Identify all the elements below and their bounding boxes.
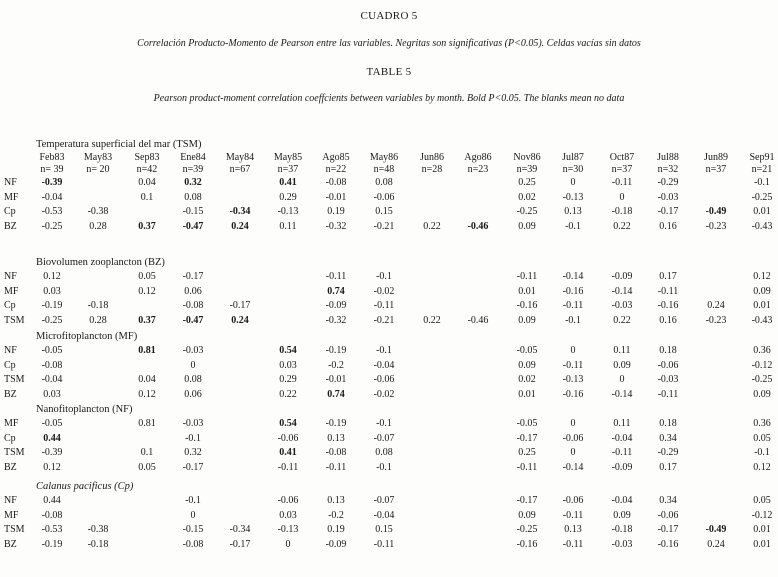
caption-spanish: Correlación Producto-Momento de Pearson entre las variables. Negritas son significativas (P<0.05). Celdas vacías sin datos (137, 38, 641, 49)
correlation-value: -0.38 (87, 524, 109, 536)
sample-size: n=22 (325, 164, 347, 175)
correlation-value: 0.16 (659, 221, 677, 233)
correlation-value: -0.47 (182, 315, 204, 327)
correlation-value: 0.09 (518, 509, 536, 521)
correlation-value: 0.19 (327, 524, 345, 536)
correlation-value: -0.16 (657, 539, 679, 551)
row-label: MF (4, 418, 19, 429)
month-header: May84 (225, 152, 255, 163)
correlation-value: -0.11 (516, 271, 538, 282)
correlation-value: -0.39 (41, 177, 63, 188)
correlation-value: -0.09 (611, 271, 633, 282)
correlation-value: 0.08 (375, 447, 393, 459)
correlation-value: 0.54 (279, 418, 297, 429)
correlation-value: -0.17 (657, 524, 679, 536)
correlation-value: 0.25 (518, 447, 536, 459)
row-label: BZ (4, 221, 17, 233)
correlation-value: 0.22 (423, 221, 441, 233)
row-label: MF (4, 191, 19, 203)
row-label: TSM (4, 447, 25, 459)
correlation-value: 0.11 (613, 418, 631, 429)
correlation-value: 0.12 (43, 462, 61, 474)
correlation-value: -0.1 (376, 418, 392, 429)
correlation-value: 0.29 (279, 374, 297, 386)
correlation-value: 0 (285, 539, 291, 551)
sample-size: n=32 (657, 164, 679, 175)
correlation-value: 0.74 (327, 285, 345, 297)
correlation-value: 0.22 (613, 221, 631, 233)
correlation-value: -0.18 (87, 300, 109, 312)
correlation-value: -0.11 (325, 271, 347, 282)
correlation-value: -0.53 (41, 206, 63, 218)
correlation-value: 0.81 (138, 345, 156, 356)
correlation-value: -0.11 (657, 389, 679, 401)
month-header: Jul87 (562, 152, 584, 163)
correlation-value: -0.11 (325, 462, 347, 474)
sample-size: n=37 (277, 164, 299, 175)
month-header: Oct87 (609, 152, 635, 163)
correlation-value: -0.16 (516, 539, 538, 551)
correlation-value: -0.08 (325, 177, 347, 188)
row-label: Cp (4, 206, 16, 218)
correlation-value: -0.39 (41, 447, 63, 459)
correlation-value: 0.09 (518, 221, 536, 233)
sample-size: n= 20 (86, 164, 110, 175)
correlation-value: -0.18 (611, 524, 633, 536)
correlation-value: 0.13 (564, 524, 582, 536)
correlation-value: -0.01 (325, 374, 347, 386)
month-header: Jun86 (420, 152, 444, 163)
correlation-value: 0.41 (279, 447, 297, 459)
correlation-value: 0.01 (753, 524, 771, 536)
month-header: Nov86 (513, 152, 541, 163)
section-title: Calanus pacificus (Cp) (36, 481, 134, 492)
caption-english: Pearson product-moment correlation coeffcients between variables by month. Bold P<0.05. The blanks mean no data (153, 93, 625, 104)
correlation-value: 0.13 (327, 495, 345, 506)
correlation-value: -0.1 (754, 447, 770, 459)
correlation-value: -0.11 (657, 285, 679, 297)
correlation-value: -0.19 (325, 418, 347, 429)
month-header: Sep83 (134, 152, 160, 163)
correlation-value: -0.1 (185, 495, 201, 506)
correlation-value: -0.32 (325, 221, 347, 233)
correlation-value: -0.47 (182, 221, 204, 233)
correlation-value: 0 (190, 359, 196, 371)
correlation-value: 0.09 (753, 285, 771, 297)
correlation-value: -0.34 (229, 206, 251, 218)
sample-size: n=37 (705, 164, 727, 175)
correlation-value: -0.14 (611, 389, 633, 401)
correlation-value: -0.1 (376, 271, 392, 282)
correlation-value: 0.36 (753, 345, 771, 356)
correlation-value: -0.18 (87, 539, 109, 551)
row-label: Cp (4, 300, 16, 312)
correlation-value: -0.11 (562, 539, 584, 551)
correlation-value: -0.25 (41, 221, 63, 233)
correlation-value: -0.03 (657, 191, 679, 203)
correlation-value: -0.18 (611, 206, 633, 218)
cuadro-title: CUADRO 5 (360, 10, 418, 22)
correlation-value: -0.16 (657, 300, 679, 312)
correlation-value: -0.04 (41, 374, 63, 386)
correlation-value: -0.08 (41, 509, 63, 521)
correlation-value: 0.24 (231, 315, 249, 327)
correlation-value: -0.03 (657, 374, 679, 386)
correlation-value: 0.05 (138, 462, 156, 474)
correlation-value: 0.29 (279, 191, 297, 203)
correlation-value: -0.06 (373, 191, 395, 203)
correlation-value: 0.36 (753, 418, 771, 429)
table-title: TABLE 5 (366, 66, 412, 78)
correlation-value: 0.01 (753, 206, 771, 218)
correlation-value: -0.11 (562, 300, 584, 312)
correlation-value: 0.17 (659, 462, 677, 474)
sample-size: n= 39 (40, 164, 64, 175)
correlation-value: -0.11 (277, 462, 299, 474)
correlation-value: -0.2 (328, 359, 344, 371)
correlation-value: -0.06 (562, 495, 584, 506)
sample-size: n=48 (373, 164, 395, 175)
sample-size: n=30 (562, 164, 584, 175)
correlation-value: -0.07 (373, 495, 395, 506)
month-header: Jun89 (704, 152, 728, 163)
row-label: TSM (4, 524, 25, 536)
correlation-value: -0.06 (277, 432, 299, 444)
correlation-value: 0.04 (138, 177, 156, 188)
correlation-value: -0.14 (562, 271, 584, 282)
correlation-value: 0.41 (279, 177, 297, 188)
month-header: Feb83 (39, 152, 65, 163)
correlation-value: -0.29 (657, 177, 679, 188)
sample-size: n=39 (516, 164, 538, 175)
correlation-value: -0.25 (516, 524, 538, 536)
correlation-value: -0.17 (229, 539, 251, 551)
section-title: Temperatura superficial del mar (TSM) (36, 139, 202, 150)
correlation-value: 0.09 (518, 359, 536, 371)
correlation-value: -0.03 (611, 539, 633, 551)
row-label: NF (4, 271, 17, 282)
correlation-value: -0.1 (565, 315, 581, 327)
correlation-value: 0.12 (753, 271, 771, 282)
correlation-value: -0.1 (376, 462, 392, 474)
correlation-value: 0.44 (43, 432, 61, 444)
month-header: Ago85 (322, 152, 350, 163)
correlation-value: 0.28 (89, 221, 107, 233)
sample-size: n=28 (421, 164, 443, 175)
correlation-value: 0.37 (138, 315, 156, 327)
sample-size: n=42 (136, 164, 158, 175)
month-header: May86 (369, 152, 399, 163)
correlation-value: 0.22 (279, 389, 297, 401)
correlation-value: -0.06 (562, 432, 584, 444)
section-title: Microfitoplancton (MF) (36, 331, 138, 342)
correlation-value: 0.03 (279, 359, 297, 371)
correlation-value: 0.34 (659, 495, 677, 506)
correlation-value: -0.01 (325, 191, 347, 203)
correlation-value: 0.05 (753, 432, 771, 444)
correlation-value: 0.24 (707, 300, 725, 312)
month-header: Jul88 (657, 152, 679, 163)
correlation-value: -0.38 (87, 206, 109, 218)
correlation-value: 0.13 (327, 432, 345, 444)
correlation-value: 0.09 (518, 315, 536, 327)
row-label: Cp (4, 432, 16, 444)
correlation-value: -0.23 (705, 221, 727, 233)
correlation-value: 0.1 (140, 447, 154, 459)
correlation-value: 0.44 (43, 495, 61, 506)
correlation-value: -0.02 (373, 389, 395, 401)
correlation-value: 0.24 (707, 539, 725, 551)
correlation-value: 0.12 (43, 271, 61, 282)
correlation-value: 0.22 (423, 315, 441, 327)
correlation-value: -0.13 (562, 374, 584, 386)
correlation-value: 0.19 (327, 206, 345, 218)
correlation-value: -0.17 (657, 206, 679, 218)
correlation-value: -0.13 (277, 524, 299, 536)
correlation-value: -0.12 (751, 359, 773, 371)
correlation-value: 0.32 (184, 447, 202, 459)
correlation-value: 0.09 (753, 389, 771, 401)
correlation-value: 0 (619, 191, 625, 203)
correlation-value: 0.01 (753, 539, 771, 551)
correlation-value: 0.08 (184, 374, 202, 386)
correlation-value: -0.05 (516, 345, 538, 356)
correlation-value: -0.05 (41, 345, 63, 356)
correlation-value: 0.03 (43, 285, 61, 297)
correlation-value: -0.1 (376, 345, 392, 356)
correlation-value: 0.11 (613, 345, 631, 356)
correlation-value: -0.53 (41, 524, 63, 536)
correlation-value: 0.03 (279, 509, 297, 521)
correlation-value: -0.08 (325, 447, 347, 459)
correlation-value: 0.05 (753, 495, 771, 506)
correlation-value: 0.13 (564, 206, 582, 218)
row-label: BZ (4, 389, 17, 401)
correlation-value: -0.03 (182, 345, 204, 356)
correlation-value: 0.04 (138, 374, 156, 386)
correlation-value: -0.14 (562, 462, 584, 474)
correlation-value: -0.17 (182, 271, 204, 282)
sample-size: n=21 (751, 164, 773, 175)
correlation-value: 0.12 (138, 389, 156, 401)
correlation-value: 0 (570, 447, 576, 459)
month-header: Ago86 (464, 152, 492, 163)
correlation-value: 0 (570, 418, 576, 429)
correlation-value: -0.05 (516, 418, 538, 429)
month-header: May83 (83, 152, 113, 163)
correlation-value: -0.09 (611, 462, 633, 474)
correlation-value: -0.11 (373, 539, 395, 551)
correlation-value: -0.17 (516, 495, 538, 506)
correlation-value: 0.11 (279, 221, 297, 233)
sample-size: n=39 (182, 164, 204, 175)
correlation-value: -0.12 (751, 509, 773, 521)
month-header: May85 (273, 152, 303, 163)
correlation-value: -0.25 (751, 374, 773, 386)
correlation-value: -0.1 (185, 432, 201, 444)
correlation-value: 0.74 (327, 389, 345, 401)
row-label: TSM (4, 315, 25, 327)
correlation-value: -0.32 (325, 315, 347, 327)
correlation-value: -0.09 (325, 300, 347, 312)
correlation-value: 0.02 (518, 374, 536, 386)
correlation-value: -0.04 (611, 495, 633, 506)
correlation-value: 0.08 (375, 177, 393, 188)
correlation-value: 0.18 (659, 418, 677, 429)
correlation-value: -0.29 (657, 447, 679, 459)
correlation-value: -0.05 (41, 418, 63, 429)
correlation-value: -0.13 (277, 206, 299, 218)
correlation-value: -0.08 (41, 359, 63, 371)
correlation-value: 0.12 (753, 462, 771, 474)
correlation-value: -0.04 (373, 509, 395, 521)
correlation-value: 0.01 (518, 389, 536, 401)
correlation-value: 0.09 (613, 509, 631, 521)
correlation-value: 0 (570, 345, 576, 356)
correlation-value: 0.54 (279, 345, 297, 356)
row-label: BZ (4, 462, 17, 474)
correlation-value: 0.34 (659, 432, 677, 444)
correlation-value: -0.1 (565, 221, 581, 233)
correlation-value: 0.01 (753, 300, 771, 312)
correlation-value: -0.25 (41, 315, 63, 327)
correlation-value: 0.01 (518, 285, 536, 297)
section-title: Biovolumen zooplancton (BZ) (36, 257, 165, 268)
correlation-value: -0.1 (754, 177, 770, 188)
row-label: NF (4, 345, 17, 356)
correlation-value: -0.08 (182, 300, 204, 312)
correlation-value: -0.2 (328, 509, 344, 521)
correlation-value: -0.46 (467, 221, 489, 233)
correlation-value: -0.23 (705, 315, 727, 327)
row-label: MF (4, 285, 19, 297)
correlation-value: 0.15 (375, 524, 393, 536)
correlation-value: -0.09 (325, 539, 347, 551)
correlation-value: -0.14 (611, 285, 633, 297)
month-header: Ene84 (180, 152, 206, 163)
correlation-value: -0.49 (705, 206, 727, 218)
correlation-value: -0.43 (751, 315, 773, 327)
correlation-value: -0.19 (325, 345, 347, 356)
correlation-value: -0.06 (373, 374, 395, 386)
correlation-value: -0.06 (657, 509, 679, 521)
correlation-value: -0.04 (373, 359, 395, 371)
correlation-value: 0.06 (184, 285, 202, 297)
row-label: MF (4, 509, 19, 521)
correlation-value: -0.46 (467, 315, 489, 327)
correlation-value: 0.37 (138, 221, 156, 233)
correlation-value: -0.15 (182, 524, 204, 536)
correlation-value: -0.03 (182, 418, 204, 429)
correlation-value: 0.32 (184, 177, 202, 188)
correlation-value: -0.17 (182, 462, 204, 474)
correlation-value: -0.13 (562, 191, 584, 203)
row-label: NF (4, 177, 17, 188)
correlation-value: -0.04 (41, 191, 63, 203)
correlation-value: 0 (619, 374, 625, 386)
section-title: Nanofitoplancton (NF) (36, 404, 133, 415)
correlation-value: -0.17 (516, 432, 538, 444)
correlation-value: 0.06 (184, 389, 202, 401)
sample-size: n=67 (229, 164, 251, 175)
correlation-value: 0.17 (659, 271, 677, 282)
correlation-value: 0.25 (518, 177, 536, 188)
correlation-value: 0 (570, 177, 576, 188)
correlation-value: -0.16 (516, 300, 538, 312)
sample-size: n=37 (611, 164, 633, 175)
correlation-value: -0.06 (657, 359, 679, 371)
correlation-value: 0.18 (659, 345, 677, 356)
correlation-value: -0.15 (182, 206, 204, 218)
correlation-value: -0.03 (611, 300, 633, 312)
correlation-value: 0.24 (231, 221, 249, 233)
correlation-value: -0.08 (182, 539, 204, 551)
correlation-value: -0.11 (562, 509, 584, 521)
correlation-value: -0.25 (516, 206, 538, 218)
correlation-value: 0 (190, 509, 196, 521)
correlation-value: 0.03 (43, 389, 61, 401)
correlation-value: 0.09 (613, 359, 631, 371)
correlation-value: -0.11 (611, 447, 633, 459)
correlation-value: -0.16 (562, 389, 584, 401)
correlation-value: -0.16 (562, 285, 584, 297)
correlation-value: -0.06 (277, 495, 299, 506)
row-label: BZ (4, 539, 17, 551)
correlation-value: -0.43 (751, 221, 773, 233)
correlation-value: 0.15 (375, 206, 393, 218)
row-label: NF (4, 495, 17, 506)
sample-size: n=23 (467, 164, 489, 175)
correlation-value: -0.11 (516, 462, 538, 474)
month-header: Sep91 (749, 152, 775, 163)
correlation-value: 0.1 (140, 191, 154, 203)
correlation-value: 0.28 (89, 315, 107, 327)
correlation-value: -0.11 (373, 300, 395, 312)
correlation-value: -0.07 (373, 432, 395, 444)
correlation-value: -0.21 (373, 315, 395, 327)
correlation-value: -0.11 (611, 177, 633, 188)
correlation-value: 0.16 (659, 315, 677, 327)
correlation-value: 0.22 (613, 315, 631, 327)
correlation-value: -0.02 (373, 285, 395, 297)
correlation-value: 0.08 (184, 191, 202, 203)
row-label: TSM (4, 374, 25, 386)
correlation-value: -0.21 (373, 221, 395, 233)
correlation-value: -0.11 (562, 359, 584, 371)
correlation-value: -0.25 (751, 191, 773, 203)
correlation-value: 0.81 (138, 418, 156, 429)
correlation-value: 0.12 (138, 285, 156, 297)
correlation-value: -0.19 (41, 300, 63, 312)
correlation-value: -0.34 (229, 524, 251, 536)
row-label: Cp (4, 359, 16, 371)
correlation-value: 0.02 (518, 191, 536, 203)
correlation-value: -0.49 (705, 524, 727, 536)
correlation-value: 0.05 (138, 271, 156, 282)
correlation-value: -0.17 (229, 300, 251, 312)
correlation-value: -0.19 (41, 539, 63, 551)
correlation-value: -0.04 (611, 432, 633, 444)
